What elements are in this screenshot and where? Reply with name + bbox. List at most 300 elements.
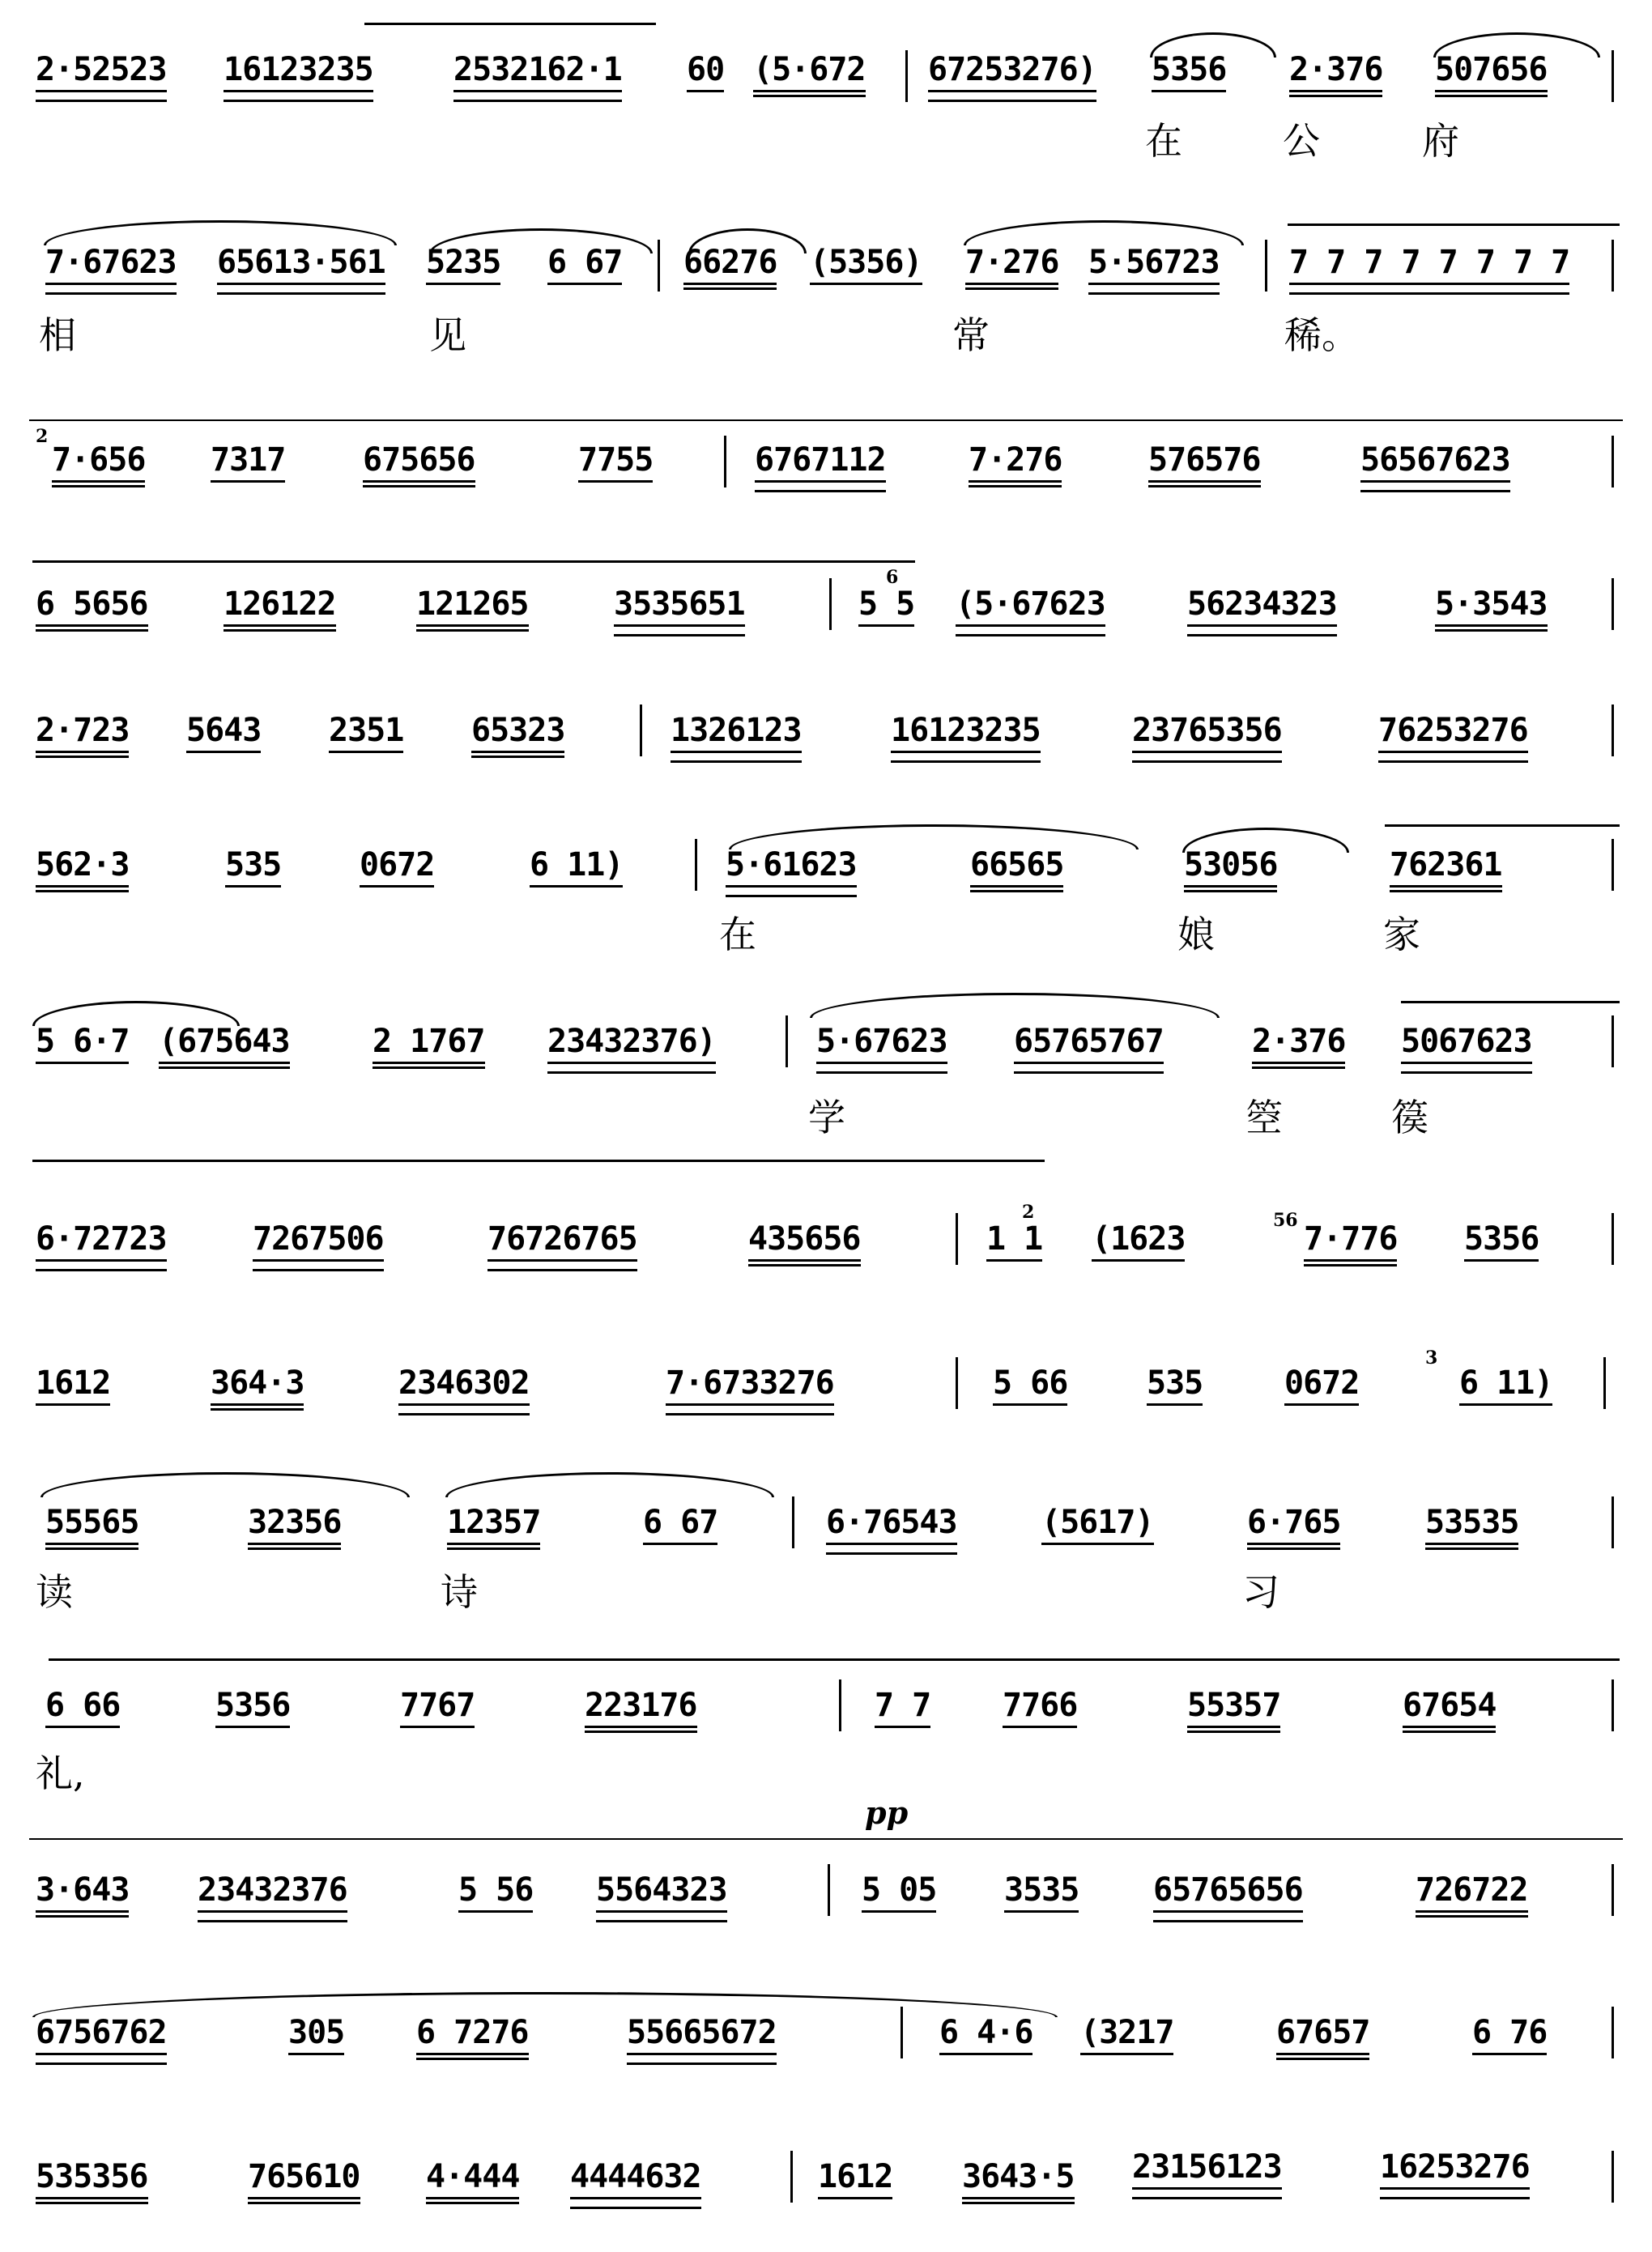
beam-line xyxy=(1378,760,1528,763)
beam-line xyxy=(36,1915,129,1918)
notation-group: 6·765 xyxy=(1247,1503,1340,1542)
notation-group: 726722 xyxy=(1416,1871,1528,1909)
notation-group: 1326123 xyxy=(671,711,802,750)
beam-line xyxy=(596,1910,727,1913)
notation-group: 576576 xyxy=(1148,441,1261,479)
beam-line xyxy=(1184,885,1277,888)
notation-group: 5067623 xyxy=(1401,1022,1532,1061)
notation-group: 1612 xyxy=(36,1364,110,1403)
beam-line xyxy=(1252,1066,1345,1069)
beam-line xyxy=(253,1269,384,1271)
beam-line xyxy=(36,629,148,632)
beam-line xyxy=(810,283,922,285)
grace-note: 6 xyxy=(886,567,899,588)
beam-line xyxy=(398,1413,530,1415)
beam-line xyxy=(816,1071,947,1074)
beam-line xyxy=(1132,760,1282,763)
beam-line xyxy=(211,1408,304,1411)
notation-group: 7·6733276 xyxy=(666,1364,834,1403)
beam-line xyxy=(826,1552,957,1555)
beam-line xyxy=(547,1062,716,1064)
notation-group: 7317 xyxy=(211,441,285,479)
notation-group: 53535 xyxy=(1425,1503,1518,1542)
notation-group: 2·723 xyxy=(36,711,129,750)
beam-line xyxy=(217,283,385,285)
beam-line xyxy=(666,1413,834,1415)
beam-line xyxy=(962,2202,1075,2204)
notation-group: 7755 xyxy=(578,441,653,479)
beam-line xyxy=(875,1726,930,1728)
lyric: 稀。 xyxy=(1284,313,1359,357)
notation-group: 7767 xyxy=(400,1686,475,1725)
beam-line xyxy=(373,1066,485,1069)
notation-group: 6 5656 xyxy=(36,585,148,624)
beam-line xyxy=(426,2197,519,2199)
lyric: 见 xyxy=(429,313,466,357)
beam-line xyxy=(224,90,373,92)
notation-group: 76726765 xyxy=(488,1220,637,1258)
beam-line xyxy=(398,1403,530,1406)
beam-line xyxy=(1416,1915,1528,1918)
notation-group: 7·276 xyxy=(969,441,1062,479)
beam-line xyxy=(211,480,285,483)
beam-line xyxy=(416,2053,529,2055)
beam-line xyxy=(666,1403,834,1406)
beam-line xyxy=(1132,2197,1282,2199)
notation-group: (675643 xyxy=(159,1022,290,1061)
notation-group: 3·643 xyxy=(36,1871,129,1909)
beam-line xyxy=(1378,751,1528,753)
lyric: 常 xyxy=(952,313,990,357)
beam-line xyxy=(1132,2187,1282,2190)
beam-line xyxy=(488,1259,637,1262)
beam-line xyxy=(858,624,914,627)
notation-group: 5356 xyxy=(215,1686,290,1725)
notation-group: 223176 xyxy=(585,1686,697,1725)
beam-line xyxy=(1092,1259,1185,1262)
beam-line xyxy=(547,283,622,285)
notation-group: (5617) xyxy=(1041,1503,1154,1542)
notation-group: 5 56 xyxy=(458,1871,533,1909)
notation-group: 7 7 xyxy=(875,1686,930,1725)
notation-group: 6 67 xyxy=(547,243,622,282)
notation-group: 5·67623 xyxy=(816,1022,947,1061)
notation-group: 16123235 xyxy=(224,50,373,89)
notation-group: 2346302 xyxy=(398,1364,530,1403)
beam-line xyxy=(1435,95,1548,97)
beam-line xyxy=(1390,885,1502,888)
notation-group: 535 xyxy=(225,845,281,884)
beam-line xyxy=(1148,485,1261,487)
beam-line xyxy=(458,1910,533,1913)
notation-group: 55357 xyxy=(1187,1686,1280,1725)
beam-line xyxy=(1276,2053,1369,2055)
notation-group: 12357 xyxy=(447,1503,540,1542)
beam-line xyxy=(956,634,1105,636)
notation-group: 23432376) xyxy=(547,1022,716,1061)
beam-line xyxy=(753,95,866,97)
beam-line xyxy=(928,90,1096,92)
beam-line xyxy=(36,90,167,92)
beam-line xyxy=(45,283,177,285)
beam-line xyxy=(1304,1259,1397,1262)
beam-line xyxy=(400,1726,475,1728)
notation-group: 60 xyxy=(687,50,724,89)
beam-line xyxy=(224,100,373,102)
notation-group: (5·672 xyxy=(753,50,866,89)
notation-group: 5235 xyxy=(426,243,500,282)
beam-line xyxy=(1472,2053,1547,2055)
notation-group: 7267506 xyxy=(253,1220,384,1258)
beam-line xyxy=(1289,292,1569,295)
beam-line xyxy=(36,756,129,758)
lyric: 在 xyxy=(1145,119,1182,163)
lyric: 家 xyxy=(1383,913,1420,956)
beam-line xyxy=(1184,890,1277,892)
beam-line xyxy=(687,90,724,92)
beam-line xyxy=(1247,1547,1340,1550)
lyric: 诗 xyxy=(441,1570,478,1614)
beam-line xyxy=(1187,1731,1280,1733)
notation-group: 675656 xyxy=(363,441,475,479)
notation-group: 65323 xyxy=(471,711,564,750)
beam-line xyxy=(596,1920,727,1922)
notation-group: 6 67 xyxy=(643,1503,717,1542)
beam-line xyxy=(36,1910,129,1913)
beam-line xyxy=(1153,1920,1303,1922)
beam-line xyxy=(969,480,1062,483)
beam-line xyxy=(426,283,500,285)
lyric: 礼, xyxy=(36,1752,85,1795)
beam-line xyxy=(36,2053,167,2055)
beam-line xyxy=(1401,1062,1532,1064)
beam-line xyxy=(627,2053,777,2055)
beam-line xyxy=(1014,1062,1164,1064)
notation-group: 7·656 xyxy=(52,441,145,479)
beam-line xyxy=(36,1062,129,1064)
beam-line xyxy=(1252,1062,1345,1064)
beam-line xyxy=(1187,624,1337,627)
beam-line xyxy=(1088,292,1220,295)
notation-group: 1 1 xyxy=(986,1220,1042,1258)
beam-line xyxy=(891,760,1041,763)
beam-line xyxy=(755,480,886,483)
notation-group: 76253276 xyxy=(1378,711,1528,750)
beam-line xyxy=(1360,480,1510,483)
beam-line xyxy=(1403,1726,1496,1728)
beam-line xyxy=(248,1543,341,1545)
beam-line xyxy=(1080,2053,1173,2055)
notation-group: 364·3 xyxy=(211,1364,304,1403)
beam-line xyxy=(416,624,529,627)
notation-group: 6·72723 xyxy=(36,1220,167,1258)
beam-line xyxy=(726,885,857,888)
beam-line xyxy=(1247,1543,1340,1545)
notation-group: 765610 xyxy=(248,2157,360,2196)
lyric: 篌 xyxy=(1391,1096,1428,1139)
beam-line xyxy=(52,485,145,487)
beam-line xyxy=(962,2197,1075,2199)
beam-line xyxy=(447,1547,540,1550)
notation-group: 3643·5 xyxy=(962,2157,1075,2196)
notation-group: 5356 xyxy=(1464,1220,1539,1258)
notation-group: 305 xyxy=(288,2013,344,2052)
beam-line xyxy=(1435,624,1548,627)
lyric: 公 xyxy=(1283,119,1320,163)
notation-group: 2·376 xyxy=(1289,50,1382,89)
beam-line xyxy=(215,1726,290,1728)
beam-line xyxy=(1276,2058,1369,2060)
beam-line xyxy=(36,624,148,627)
notation-group: 6756762 xyxy=(36,2013,167,2052)
notation-group: (1623 xyxy=(1092,1220,1185,1258)
notation-group: 67253276) xyxy=(928,50,1096,89)
beam-line xyxy=(1003,1726,1077,1728)
beam-line xyxy=(614,624,745,627)
notation-group: 6 66 xyxy=(45,1686,120,1725)
beam-line xyxy=(36,1403,110,1406)
beam-line xyxy=(224,624,336,627)
beam-line xyxy=(426,2202,519,2204)
notation-group: 535356 xyxy=(36,2157,148,2196)
notation-group: 16253276 xyxy=(1380,2148,1530,2186)
beam-line xyxy=(1360,490,1510,492)
beam-line xyxy=(248,1547,341,1550)
notation-group: 535 xyxy=(1147,1364,1203,1403)
beam-line xyxy=(578,480,653,483)
beam-line xyxy=(818,2197,892,2199)
beam-line xyxy=(36,2063,167,2065)
notation-group: 762361 xyxy=(1390,845,1502,884)
notation-group: 7·776 xyxy=(1304,1220,1397,1258)
lyric: 读 xyxy=(36,1570,73,1614)
beam-line xyxy=(416,2058,529,2060)
beam-line xyxy=(453,90,622,92)
beam-line xyxy=(1152,90,1226,92)
beam-line xyxy=(1132,751,1282,753)
notation-group: 5 66 xyxy=(993,1364,1067,1403)
notation-group: 7·67623 xyxy=(45,243,177,282)
notation-group: 6 76 xyxy=(1472,2013,1547,2052)
notation-group: 7766 xyxy=(1003,1686,1077,1725)
beam-line xyxy=(36,885,129,888)
notation-group: 2532162·1 xyxy=(453,50,622,89)
beam-line xyxy=(45,1726,120,1728)
dynamic-marking: pp xyxy=(865,1794,909,1831)
beam-line xyxy=(1435,90,1548,92)
beam-line xyxy=(891,751,1041,753)
beam-line xyxy=(217,292,385,295)
notation-group: 0672 xyxy=(360,845,434,884)
beam-line xyxy=(45,292,177,295)
beam-line xyxy=(1187,1726,1280,1728)
beam-line xyxy=(488,1269,637,1271)
beam-line xyxy=(198,1920,347,1922)
beam-line xyxy=(547,1071,716,1074)
beam-line xyxy=(627,2063,777,2065)
lyric: 相 xyxy=(39,313,76,357)
beam-line xyxy=(970,890,1063,892)
notation-group: 6·76543 xyxy=(826,1503,957,1542)
beam-line xyxy=(198,1910,347,1913)
notation-group: 7·276 xyxy=(965,243,1058,282)
beam-line xyxy=(1464,1259,1539,1262)
beam-line xyxy=(225,885,281,888)
beam-line xyxy=(1390,890,1502,892)
beam-line xyxy=(585,1726,697,1728)
beam-line xyxy=(671,751,802,753)
beam-line xyxy=(36,1259,167,1262)
beam-line xyxy=(36,2202,148,2204)
beam-line xyxy=(1403,1731,1496,1733)
beam-line xyxy=(36,2197,148,2199)
beam-line xyxy=(360,885,434,888)
lyric: 在 xyxy=(719,913,756,956)
beam-line xyxy=(36,890,129,892)
beam-line xyxy=(329,751,403,753)
beam-line xyxy=(224,629,336,632)
beam-line xyxy=(683,283,777,285)
beam-line xyxy=(52,480,145,483)
notation-group: 435656 xyxy=(748,1220,861,1258)
grace-note: 2 xyxy=(1022,1202,1035,1223)
beam-line xyxy=(471,756,564,758)
beam-line xyxy=(211,1403,304,1406)
notation-group: 65613·561 xyxy=(217,243,385,282)
lyric: 学 xyxy=(808,1096,845,1139)
beam-line xyxy=(1004,1910,1079,1913)
beam-line xyxy=(643,1543,717,1545)
notation-group: 3535651 xyxy=(614,585,745,624)
notation-group: 5·56723 xyxy=(1088,243,1220,282)
beam-line xyxy=(965,287,1058,290)
beam-line xyxy=(186,751,261,753)
beam-line xyxy=(471,751,564,753)
beam-line xyxy=(159,1066,290,1069)
notation-group: 2 1767 xyxy=(373,1022,485,1061)
beam-line xyxy=(1435,629,1548,632)
notation-group: 5356 xyxy=(1152,50,1226,89)
beam-line xyxy=(939,2053,1032,2055)
notation-group: 0672 xyxy=(1284,1364,1359,1403)
notation-group: (5·67623 xyxy=(956,585,1105,624)
beam-line xyxy=(1401,1071,1532,1074)
beam-line xyxy=(1416,1910,1528,1913)
beam-line xyxy=(1041,1543,1154,1545)
notation-group: 16123235 xyxy=(891,711,1041,750)
beam-line xyxy=(748,1264,861,1266)
beam-line xyxy=(986,1259,1042,1262)
notation-group: 4·444 xyxy=(426,2157,519,2196)
beam-line xyxy=(1284,1403,1359,1406)
beam-line xyxy=(1014,1071,1164,1074)
beam-line xyxy=(993,1403,1067,1406)
beam-line xyxy=(928,100,1096,102)
beam-line xyxy=(1148,480,1261,483)
notation-group: 5 05 xyxy=(862,1871,936,1909)
beam-line xyxy=(570,2207,701,2209)
notation-group: 66565 xyxy=(970,845,1063,884)
notation-group: 5643 xyxy=(186,711,261,750)
notation-group: 6 11) xyxy=(1459,1364,1552,1403)
notation-group: 56567623 xyxy=(1360,441,1510,479)
notation-group: 6 4·6 xyxy=(939,2013,1032,2052)
beam-line xyxy=(1147,1403,1203,1406)
notation-group: (3217 xyxy=(1080,2013,1173,2052)
notation-group: 55665672 xyxy=(627,2013,777,2052)
beam-line xyxy=(753,90,866,92)
notation-group: 55565 xyxy=(45,1503,138,1542)
notation-group: 2·376 xyxy=(1252,1022,1345,1061)
beam-line xyxy=(416,629,529,632)
beam-line xyxy=(36,1269,167,1271)
beam-line xyxy=(1380,2187,1530,2190)
notation-group: 2351 xyxy=(329,711,403,750)
beam-line xyxy=(748,1259,861,1262)
beam-line xyxy=(36,100,167,102)
beam-line xyxy=(1459,1403,1552,1406)
notation-group: 67657 xyxy=(1276,2013,1369,2052)
beam-line xyxy=(570,2197,701,2199)
notation-group: (5356) xyxy=(810,243,922,282)
beam-line xyxy=(1380,2197,1530,2199)
notation-group: 6 11) xyxy=(530,845,623,884)
notation-group: 66276 xyxy=(683,243,777,282)
beam-line xyxy=(965,283,1058,285)
beam-line xyxy=(671,760,802,763)
beam-line xyxy=(969,485,1062,487)
beam-line xyxy=(45,1543,138,1545)
lyric: 箜 xyxy=(1245,1096,1283,1139)
beam-line xyxy=(862,1910,936,1913)
notation-group: 3535 xyxy=(1004,1871,1079,1909)
notation-group: 1612 xyxy=(818,2157,892,2196)
beam-line xyxy=(45,1547,138,1550)
lyric: 习 xyxy=(1242,1570,1279,1614)
beam-line xyxy=(1425,1547,1518,1550)
beam-line xyxy=(248,2197,360,2199)
beam-line xyxy=(683,287,777,290)
beam-line xyxy=(1088,283,1220,285)
beam-line xyxy=(36,751,129,753)
notation-group: 2·52523 xyxy=(36,50,167,89)
notation-group: 5·61623 xyxy=(726,845,857,884)
beam-line xyxy=(373,1062,485,1064)
notation-group: 23156123 xyxy=(1132,2148,1282,2186)
notation-group: 126122 xyxy=(224,585,336,624)
beam-line xyxy=(614,634,745,636)
beam-line xyxy=(816,1062,947,1064)
notation-group: 56234323 xyxy=(1187,585,1337,624)
notation-group: 4444632 xyxy=(570,2157,701,2196)
notation-group: 5·3543 xyxy=(1435,585,1548,624)
beam-line xyxy=(248,2202,360,2204)
grace-note: 2 xyxy=(36,426,49,447)
beam-line xyxy=(755,490,886,492)
beam-line xyxy=(1304,1264,1397,1266)
notation-group: 23432376 xyxy=(198,1871,347,1909)
notation-group: 6 7276 xyxy=(416,2013,529,2052)
notation-group: 65765767 xyxy=(1014,1022,1164,1061)
notation-group: 5 5 xyxy=(858,585,914,624)
beam-line xyxy=(530,885,623,888)
beam-line xyxy=(726,895,857,897)
beam-line xyxy=(253,1259,384,1262)
notation-group: 23765356 xyxy=(1132,711,1282,750)
notation-group: 53056 xyxy=(1184,845,1277,884)
beam-line xyxy=(1289,283,1569,285)
grace-note: 56 xyxy=(1273,1210,1298,1231)
